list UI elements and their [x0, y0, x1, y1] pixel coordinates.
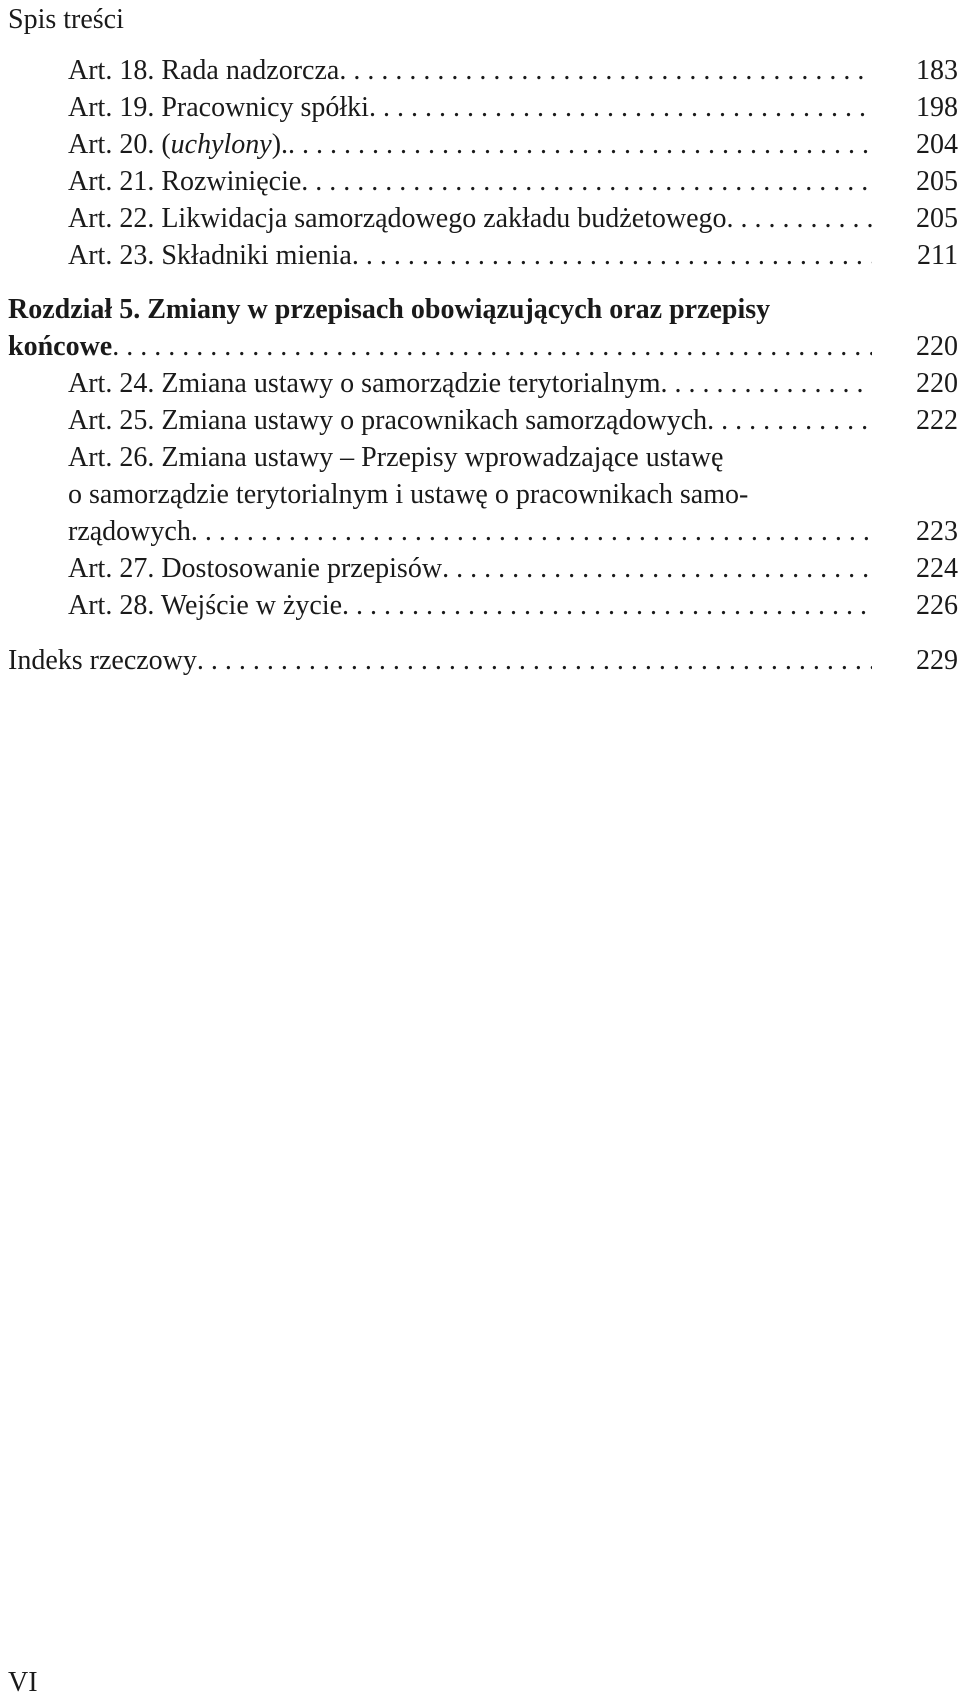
dot-leader — [288, 126, 872, 163]
dot-leader — [442, 550, 872, 587]
toc-entry-label — [68, 126, 288, 163]
toc-page-number: 222 — [916, 405, 958, 436]
spacer — [8, 624, 958, 642]
toc-label-suffix: ). — [271, 129, 289, 160]
toc-entry-label: Art. 22. Likwidacja samorządowego zakładu budżetowego — [68, 203, 727, 234]
toc-page-number: 229 — [916, 645, 958, 676]
toc-page-number: 226 — [916, 590, 958, 621]
toc-entry-art-26-line-2[interactable]: o samorządzie terytorialnym i ustawę o pracownikach samo- — [68, 479, 749, 510]
toc-page-number: 211 — [917, 240, 958, 271]
dot-leader — [369, 89, 872, 126]
toc-label-italic: uchylony — [170, 129, 272, 160]
page-number: VI — [8, 1667, 38, 1698]
toc-page-number: 183 — [916, 55, 958, 86]
dot-leader — [112, 328, 872, 365]
toc-entry-label: Art. 28. Wejście w życie — [68, 590, 343, 621]
running-head: Spis treści — [8, 4, 124, 35]
toc-entry-label: Art. 19. Pracownicy spółki — [68, 92, 369, 123]
dot-leader — [352, 237, 872, 274]
toc-page-number: 220 — [916, 368, 958, 399]
dot-leader — [707, 402, 872, 439]
toc-entry-art-24[interactable] — [8, 365, 958, 402]
toc-entry-art-25[interactable] — [8, 402, 958, 439]
toc-entry-art-27[interactable] — [8, 550, 958, 587]
dot-leader — [197, 642, 872, 679]
table-of-contents — [8, 52, 958, 679]
toc-entry-art-28[interactable] — [8, 587, 958, 624]
toc-entry-label: Art. 23. Składniki mienia — [68, 240, 352, 271]
toc-page-number: 205 — [916, 203, 958, 234]
dot-leader — [342, 587, 872, 624]
toc-entry-art-20[interactable] — [8, 126, 958, 163]
dot-leader — [339, 52, 872, 89]
toc-entry-index[interactable] — [8, 642, 958, 679]
toc-entry-art-23[interactable] — [8, 237, 958, 274]
toc-entry-label: Art. 24. Zmiana ustawy o samorządzie terytorialnym — [68, 368, 661, 399]
dot-leader — [660, 365, 872, 402]
chapter-5-heading-continued[interactable] — [8, 328, 958, 365]
toc-entry-label: Art. 21. Rozwinięcie — [68, 166, 302, 197]
dot-leader — [301, 163, 872, 200]
toc-entry-label: rządowych — [68, 516, 191, 547]
toc-entry-label: Art. 25. Zmiana ustawy o pracownikach samorządowych — [68, 405, 708, 436]
toc-entry-art-21[interactable] — [8, 163, 958, 200]
toc-entry-label: końcowe — [8, 331, 113, 362]
toc-label-prefix: Art. 20. ( — [68, 129, 171, 160]
chapter-5-heading[interactable]: Rozdział 5. Zmiany w przepisach obowiązujących oraz przepisy — [8, 294, 771, 325]
toc-page-number: 198 — [916, 92, 958, 123]
toc-entry-art-22[interactable] — [8, 200, 958, 237]
toc-page-number: 224 — [916, 553, 958, 584]
toc-page-number: 204 — [916, 129, 958, 160]
toc-entry-art-26-line-3[interactable] — [8, 513, 958, 550]
toc-entry-label: Art. 18. Rada nadzorcza — [68, 55, 340, 86]
spacer — [8, 274, 958, 291]
toc-entry-art-18[interactable] — [8, 52, 958, 89]
toc-entry-art-26-line-1[interactable]: Art. 26. Zmiana ustawy – Przepisy wprowadzające ustawę — [68, 442, 724, 473]
toc-entry-label: Indeks rzeczowy — [8, 645, 197, 676]
toc-entry-label: Art. 27. Dostosowanie przepisów — [68, 553, 443, 584]
toc-page-number: 220 — [916, 331, 958, 362]
toc-page-number: 223 — [916, 516, 958, 547]
toc-entry-art-19[interactable] — [8, 89, 958, 126]
dot-leader — [191, 513, 872, 550]
dot-leader — [727, 200, 872, 237]
toc-page-number: 205 — [916, 166, 958, 197]
